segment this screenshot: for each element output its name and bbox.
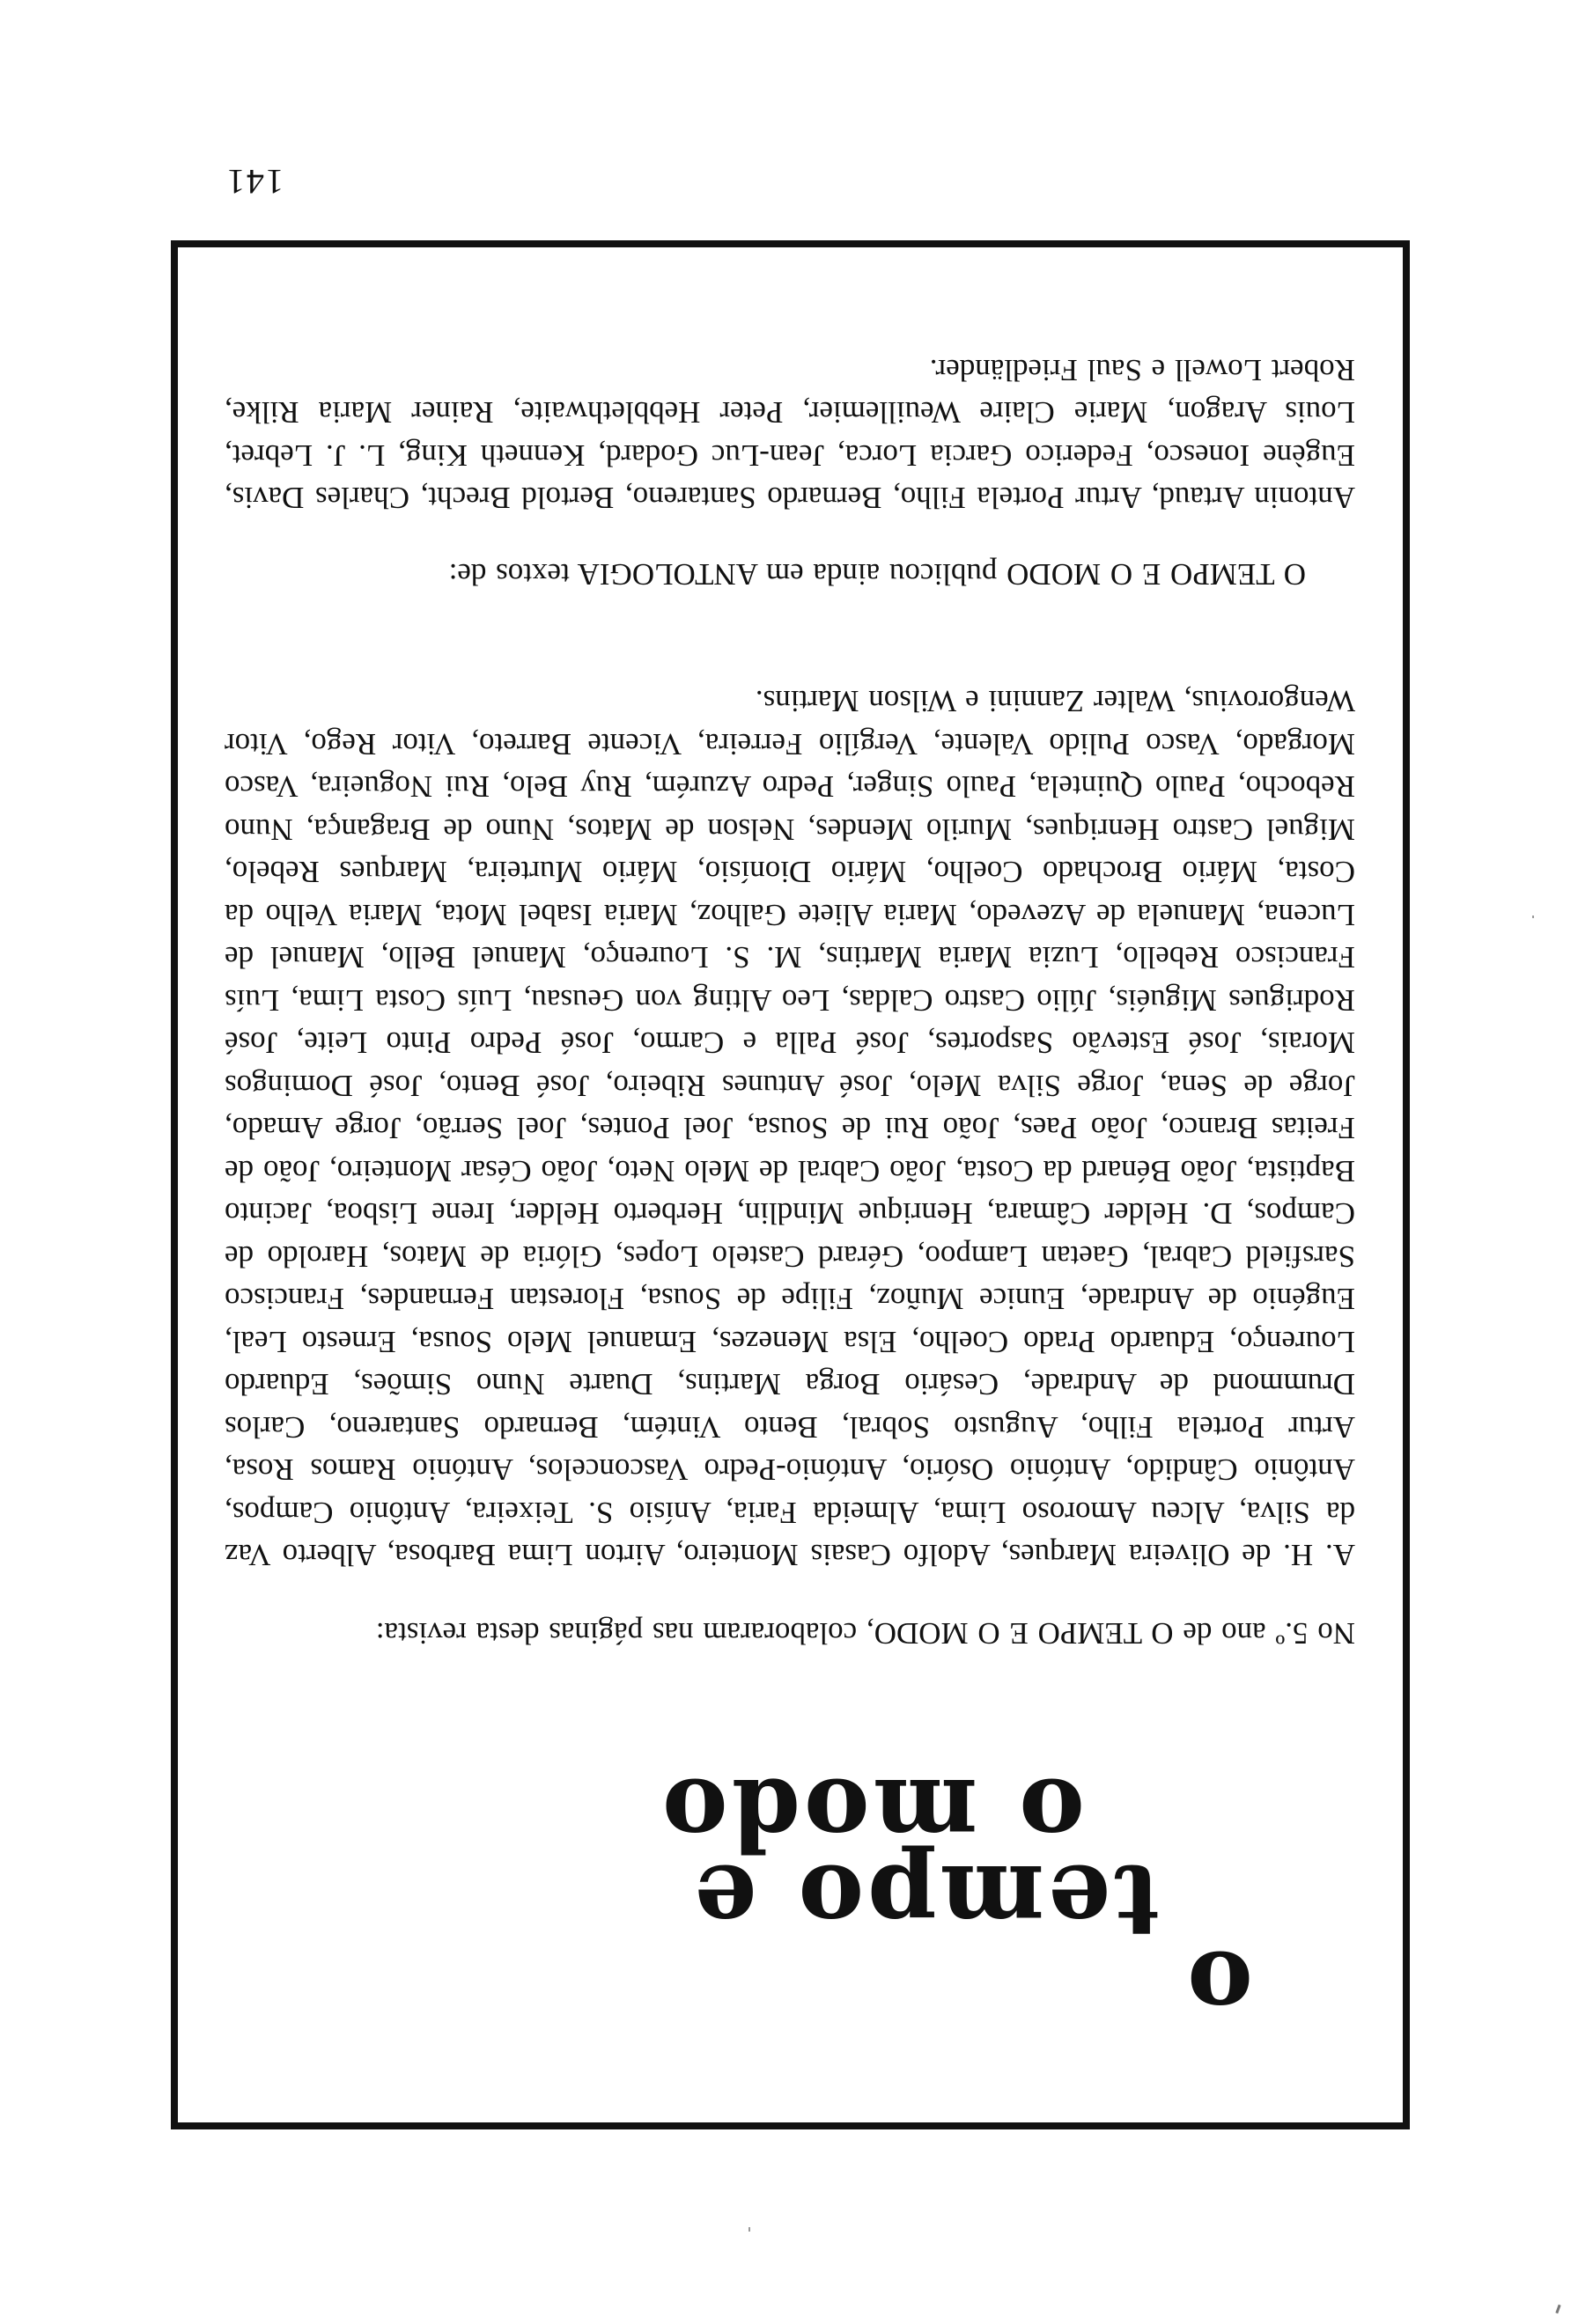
antologia-authors-list: Antonin Artaud, Artur Portela Filho, Bernardo Santareno, Bertold Brecht, Charles Davis, Eugène Ionesco, Federico Garcia Lorca, Jean-Luc Godard, Kenneth King, L. J. Lebret, Louis Aragon, Marie Claire Weuillemier, Peter Hebblethwaite, Rainer Maria Rilke, Robert Lowell e Saul Friedländer. <box>225 353 1355 516</box>
masthead-line-1: o <box>1184 1929 1253 2044</box>
scan-speck <box>1532 916 1534 918</box>
magazine-masthead <box>659 1756 1253 2044</box>
page-number: 141 <box>225 162 284 202</box>
antologia-intro: O TEMPO E O MODO publicou ainda em ANTOLOGIA textos de: <box>448 557 1306 592</box>
intro-line: No 5.º ano de O TEMPO E O MODO, colaboraram nas páginas desta revista: <box>375 1616 1355 1651</box>
article-body <box>225 349 1355 1655</box>
masthead-line-3: o modo <box>659 1756 1085 1872</box>
scan-speck <box>748 2227 750 2232</box>
contributors-list: A. H. de Oliveira Marques, Adolfo Casais Monteiro, Airton Lima Barbosa, Alberto Vaz da Silva, Alceu Amoroso Lima, Almeida Faria, Anísio S. Teixeira, Antônio Campos, Antônio Cândido, António Osório, António-Pedro Vasconcelos, António Ramos Rosa, Artur Portela Filho, Augusto Sobral, Bento Vintém, Bernardo Santareno, Carlos Drummond de Andrade, Cesário Borga Martins, Duarte Nuno Simões, Eduardo Lourenço, Eduardo Prado Coelho, Elsa Menezes, Emanuel Melo Sousa, Ernesto Leal, Eugénio de Andrade, Eunice Muñoz, Filipe de Sousa, Florestan Fernandes, Francisco Sarsfield Cabral, Gaetan Lampoo, Gérard Castelo Lopes, Glória de Matos, Haroldo de Campos, D. Helder Câmara, Henrique Mindlin, Herberto Helder, Irene Lisboa, Jacinto Baptista, João Bénard da Costa, João Cabral de Melo Neto, João César Monteiro, João de Freitas Branco, João Paes, João Rui de Sousa, Joel Pontes, Joel Serrão, Jorge Amado, Jorge de Sena, Jorge Silva Melo, José Antunes Ribeiro, José Bento, José Domingos Morais, José Estevão Sasportes, José Palla e Carmo, José Pedro Pinto Leite, José Rodrigues Miguéis, Júlio Castro Caldas, Leo Alting von Geusau, Luís Costa Lima, Luís Francisco Rebello, Luzia Maria Martins, M. S. Lourenço, Manuel Bello, Manuel de Lucena, Manuela de Azevedo, Maria Aliete Galhoz, Maria Isabel Mota, Maria Velho da Costa, Mário Brochado Coelho, Mário Dionísio, Mário Murteira, Marques Rebelo, Miguel Castro Henriques, Murilo Mendes, Nelson de Matos, Nuno de Bragança, Nuno Rebocho, Paulo Quintela, Paulo Singer, Pedro Azurém, Ruy Belo, Rui Nogueira, Vasco Morgado, Vasco Pulido Valente, Vergílio Ferreira, Vicente Barreto, Vitor Rego, Vitor Wengorovius, Walter Zannini e Wilson Martins. <box>225 684 1355 1573</box>
bordered-frame <box>171 240 1410 2129</box>
masthead-line-2: tempo e <box>690 1842 1160 1958</box>
